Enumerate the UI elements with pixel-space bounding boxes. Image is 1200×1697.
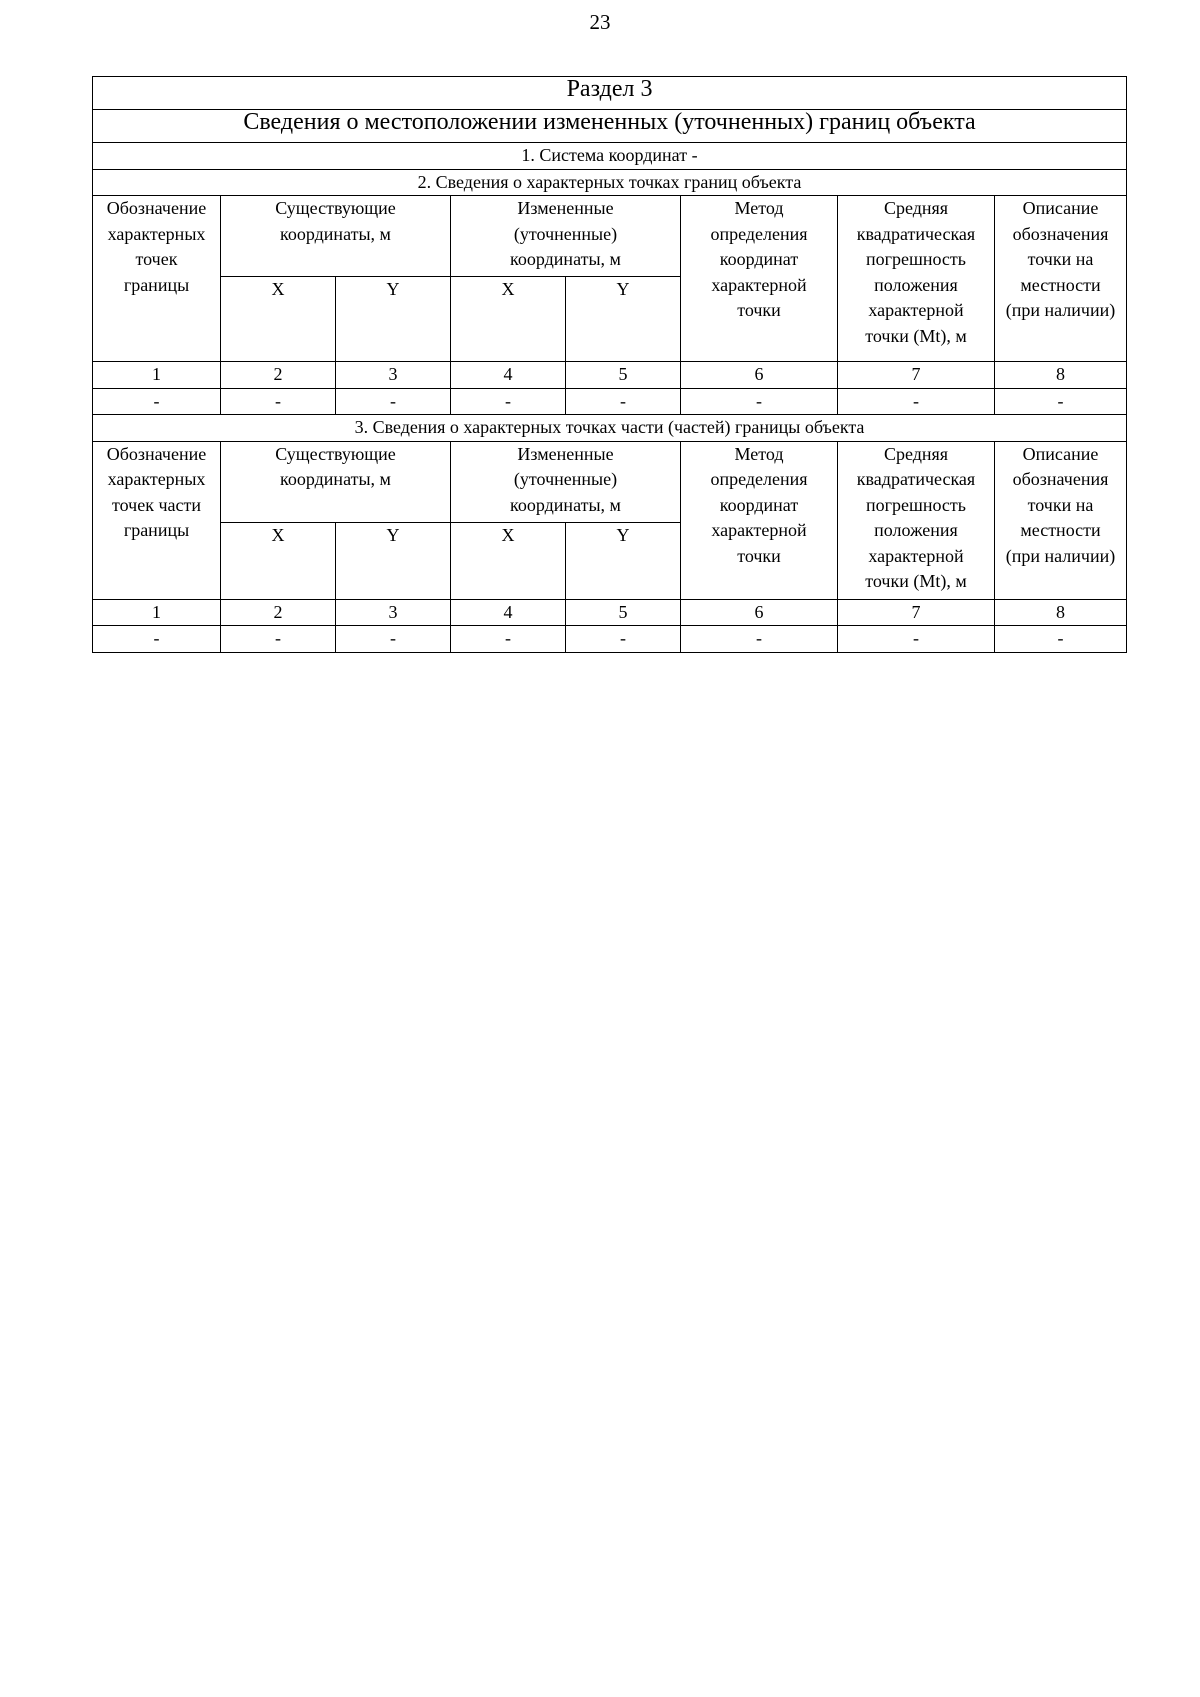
- block2-number-row: [93, 599, 1127, 626]
- block2-col-existing-coords: Существующие координаты, м: [221, 441, 451, 522]
- block2-data-cell: -: [681, 626, 838, 653]
- block1-number-cell: 6: [681, 362, 838, 389]
- block1-sub-y-changed: Y: [566, 277, 681, 362]
- block2-sub-y-changed: Y: [566, 522, 681, 599]
- coordinate-system-row: 1. Система координат -: [93, 143, 1127, 170]
- block1-number-row: [93, 362, 1127, 389]
- section-subtitle: Сведения о местоположении измененных (уточненных) границ объекта: [93, 110, 1127, 143]
- block2-col-rms-error: Средняя квадратическая погрешность положения характерной точки (Mt), м: [838, 441, 995, 599]
- block2-data-cell: -: [93, 626, 221, 653]
- block1-col-changed-coords: Измененные (уточненные) координаты, м: [451, 196, 681, 277]
- block2-data-cell: -: [838, 626, 995, 653]
- block2-col-description: Описание обозначения точки на местности (при наличии): [995, 441, 1127, 599]
- block1-heading: 2. Сведения о характерных точках границ объекта: [93, 169, 1127, 196]
- block2-sub-x-changed: X: [451, 522, 566, 599]
- block2-data-cell: -: [566, 626, 681, 653]
- block1-data-cell: -: [838, 388, 995, 415]
- block2-number-cell: 8: [995, 599, 1127, 626]
- block1-number-cell: 7: [838, 362, 995, 389]
- block1-data-cell: -: [681, 388, 838, 415]
- block1-col-rms-error: Средняя квадратическая погрешность положения характерной точки (Mt), м: [838, 196, 995, 362]
- block1-data-row: [93, 388, 1127, 415]
- block1-data-cell: -: [995, 388, 1127, 415]
- block2-data-cell: -: [336, 626, 451, 653]
- block2-number-cell: 7: [838, 599, 995, 626]
- block2-sub-x-existing: X: [221, 522, 336, 599]
- section-title: Раздел 3: [93, 77, 1127, 110]
- block2-number-cell: 1: [93, 599, 221, 626]
- block2-data-cell: -: [451, 626, 566, 653]
- block2-col-point-designation: Обозначение характерных точек части границы: [93, 441, 221, 599]
- block2-data-cell: -: [995, 626, 1127, 653]
- block2-col-changed-coords: Измененные (уточненные) координаты, м: [451, 441, 681, 522]
- block2-number-cell: 3: [336, 599, 451, 626]
- block1-data-cell: -: [566, 388, 681, 415]
- block1-data-cell: -: [93, 388, 221, 415]
- block1-data-cell: -: [451, 388, 566, 415]
- block1-number-cell: 1: [93, 362, 221, 389]
- block1-number-cell: 2: [221, 362, 336, 389]
- block1-data-cell: -: [336, 388, 451, 415]
- block1-data-cell: -: [221, 388, 336, 415]
- block1-col-point-designation: Обозначение характерных точек границы: [93, 196, 221, 362]
- block1-number-cell: 4: [451, 362, 566, 389]
- block1-number-cell: 8: [995, 362, 1127, 389]
- block1-sub-x-changed: X: [451, 277, 566, 362]
- block2-data-row: [93, 626, 1127, 653]
- block2-sub-y-existing: Y: [336, 522, 451, 599]
- block1-col-method: Метод определения координат характерной точки: [681, 196, 838, 362]
- page-number: 23: [589, 10, 611, 34]
- block2-col-method: Метод определения координат характерной точки: [681, 441, 838, 599]
- section-3-table: [92, 76, 1127, 653]
- block1-number-cell: 3: [336, 362, 451, 389]
- block1-col-description: Описание обозначения точки на местности (при наличии): [995, 196, 1127, 362]
- block2-heading: 3. Сведения о характерных точках части (частей) границы объекта: [93, 415, 1127, 442]
- block1-number-cell: 5: [566, 362, 681, 389]
- block1-col-existing-coords: Существующие координаты, м: [221, 196, 451, 277]
- block1-sub-x-existing: X: [221, 277, 336, 362]
- block2-number-cell: 2: [221, 599, 336, 626]
- block2-number-cell: 4: [451, 599, 566, 626]
- block2-data-cell: -: [221, 626, 336, 653]
- block1-sub-y-existing: Y: [336, 277, 451, 362]
- block2-number-cell: 5: [566, 599, 681, 626]
- block2-number-cell: 6: [681, 599, 838, 626]
